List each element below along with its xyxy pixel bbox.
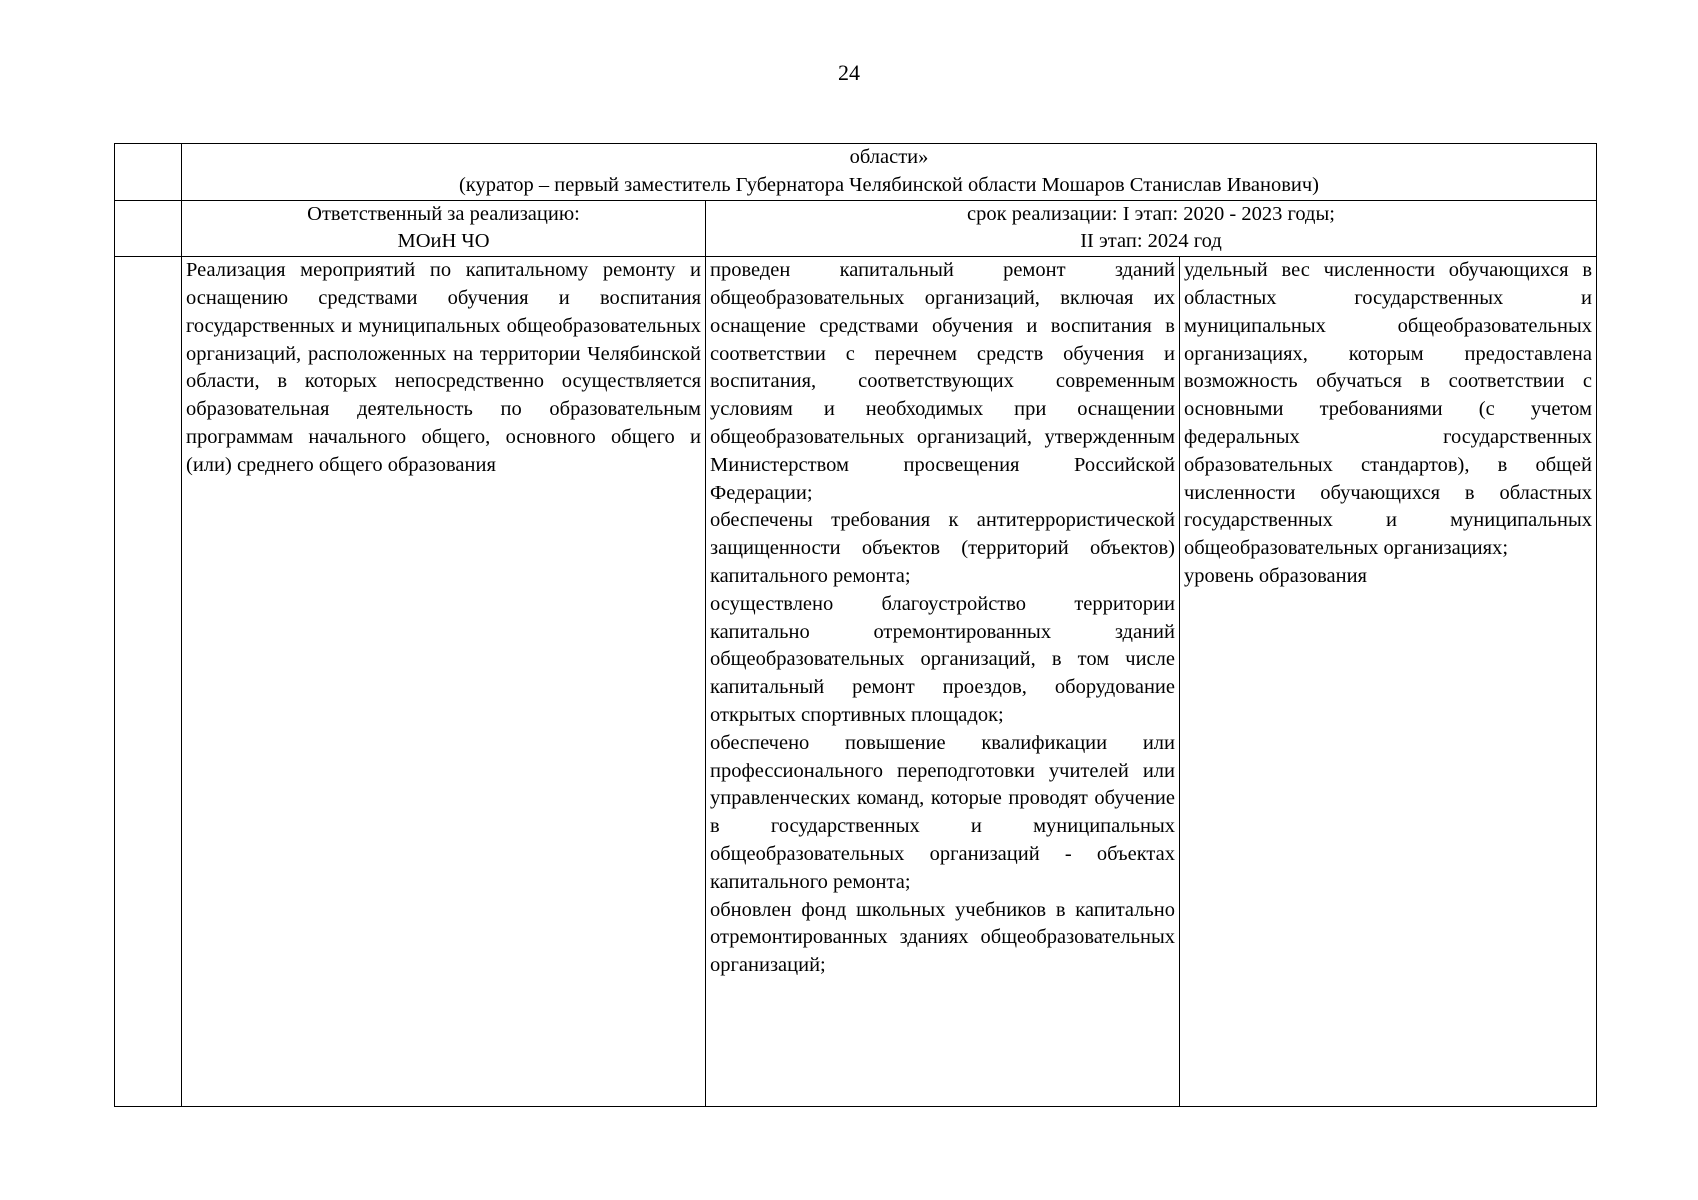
header-row [115, 144, 1597, 201]
program-table [114, 143, 1597, 1107]
content-row [115, 257, 1597, 1107]
result-item: обеспечены требования к антитеррористической защищенности объектов (территорий объектов) капитального ремонта; [710, 509, 1175, 587]
page-number: 24 [838, 60, 860, 85]
project-header-cell [182, 144, 1597, 201]
result-item: осуществлено благоустройство территории капитально отремонтированных зданий общеобразовательных организаций, в том числе капитальный ремонт проездов, оборудование открытых спортивных площадок; [710, 592, 1175, 726]
term-stage-2: II этап: 2024 год [1080, 230, 1222, 253]
measure-text: Реализация мероприятий по капитальному ремонту и оснащению средствами обучения и воспитания государственных и муниципальных общеобразовательных организаций, расположенных на территории Челябинской области, в которых непосредственно осуществляется образовательная деятельность по образовательным программам начального общего, основного общего и (или) среднего общего образования [186, 259, 701, 476]
measure-cell [182, 257, 706, 1107]
results-cell [706, 257, 1180, 1107]
indicator-item: уровень образования [1184, 564, 1367, 587]
responsibility-row [115, 200, 1597, 257]
result-item: обеспечено повышение квалификации или профессионального переподготовки учителей или управленческих команд, которые проводят обучение в государственных и муниципальных общеобразовательных организаций - объектах капитального ремонта; [710, 731, 1175, 893]
responsibility-cell [182, 200, 706, 257]
indicator-item: удельный вес численности обучающихся в областных государственных и муниципальных общеобразовательных организациях, которым предоставлена возможность обучаться в соответствии с основными требованиями (с учетом федеральных государственных образовательных стандартов), в общей численности обучающихся в областных государственных и муниципальных общеобразовательных организациях; [1184, 259, 1593, 560]
result-item: проведен капитальный ремонт зданий общеобразовательных организаций, включая их оснащение средствами обучения и воспитания в соответствии с перечнем средств обучения и воспитания, соответствующих современным условиям и необходимых при оснащении общеобразовательных организаций, утвержденным Министерством просвещения Российской Федерации; [710, 259, 1175, 504]
term-stage-1: срок реализации: I этап: 2020 - 2023 годы; [967, 202, 1335, 225]
responsibility-value: МОиН ЧО [397, 230, 490, 253]
indicators-cell [1180, 257, 1597, 1107]
curator-line: (куратор – первый заместитель Губернатора Челябинской области Мошаров Станислав Иванович) [458, 173, 1320, 196]
project-title-tail: области» [849, 146, 929, 168]
empty-lead-cell [115, 144, 182, 201]
empty-lead-cell [115, 200, 182, 257]
responsibility-label: Ответственный за реализацию: [307, 202, 580, 225]
result-item: обновлен фонд школьных учебников в капитально отремонтированных зданиях общеобразовательных организаций; [710, 898, 1175, 977]
term-cell [706, 200, 1597, 257]
empty-lead-cell [115, 257, 182, 1107]
